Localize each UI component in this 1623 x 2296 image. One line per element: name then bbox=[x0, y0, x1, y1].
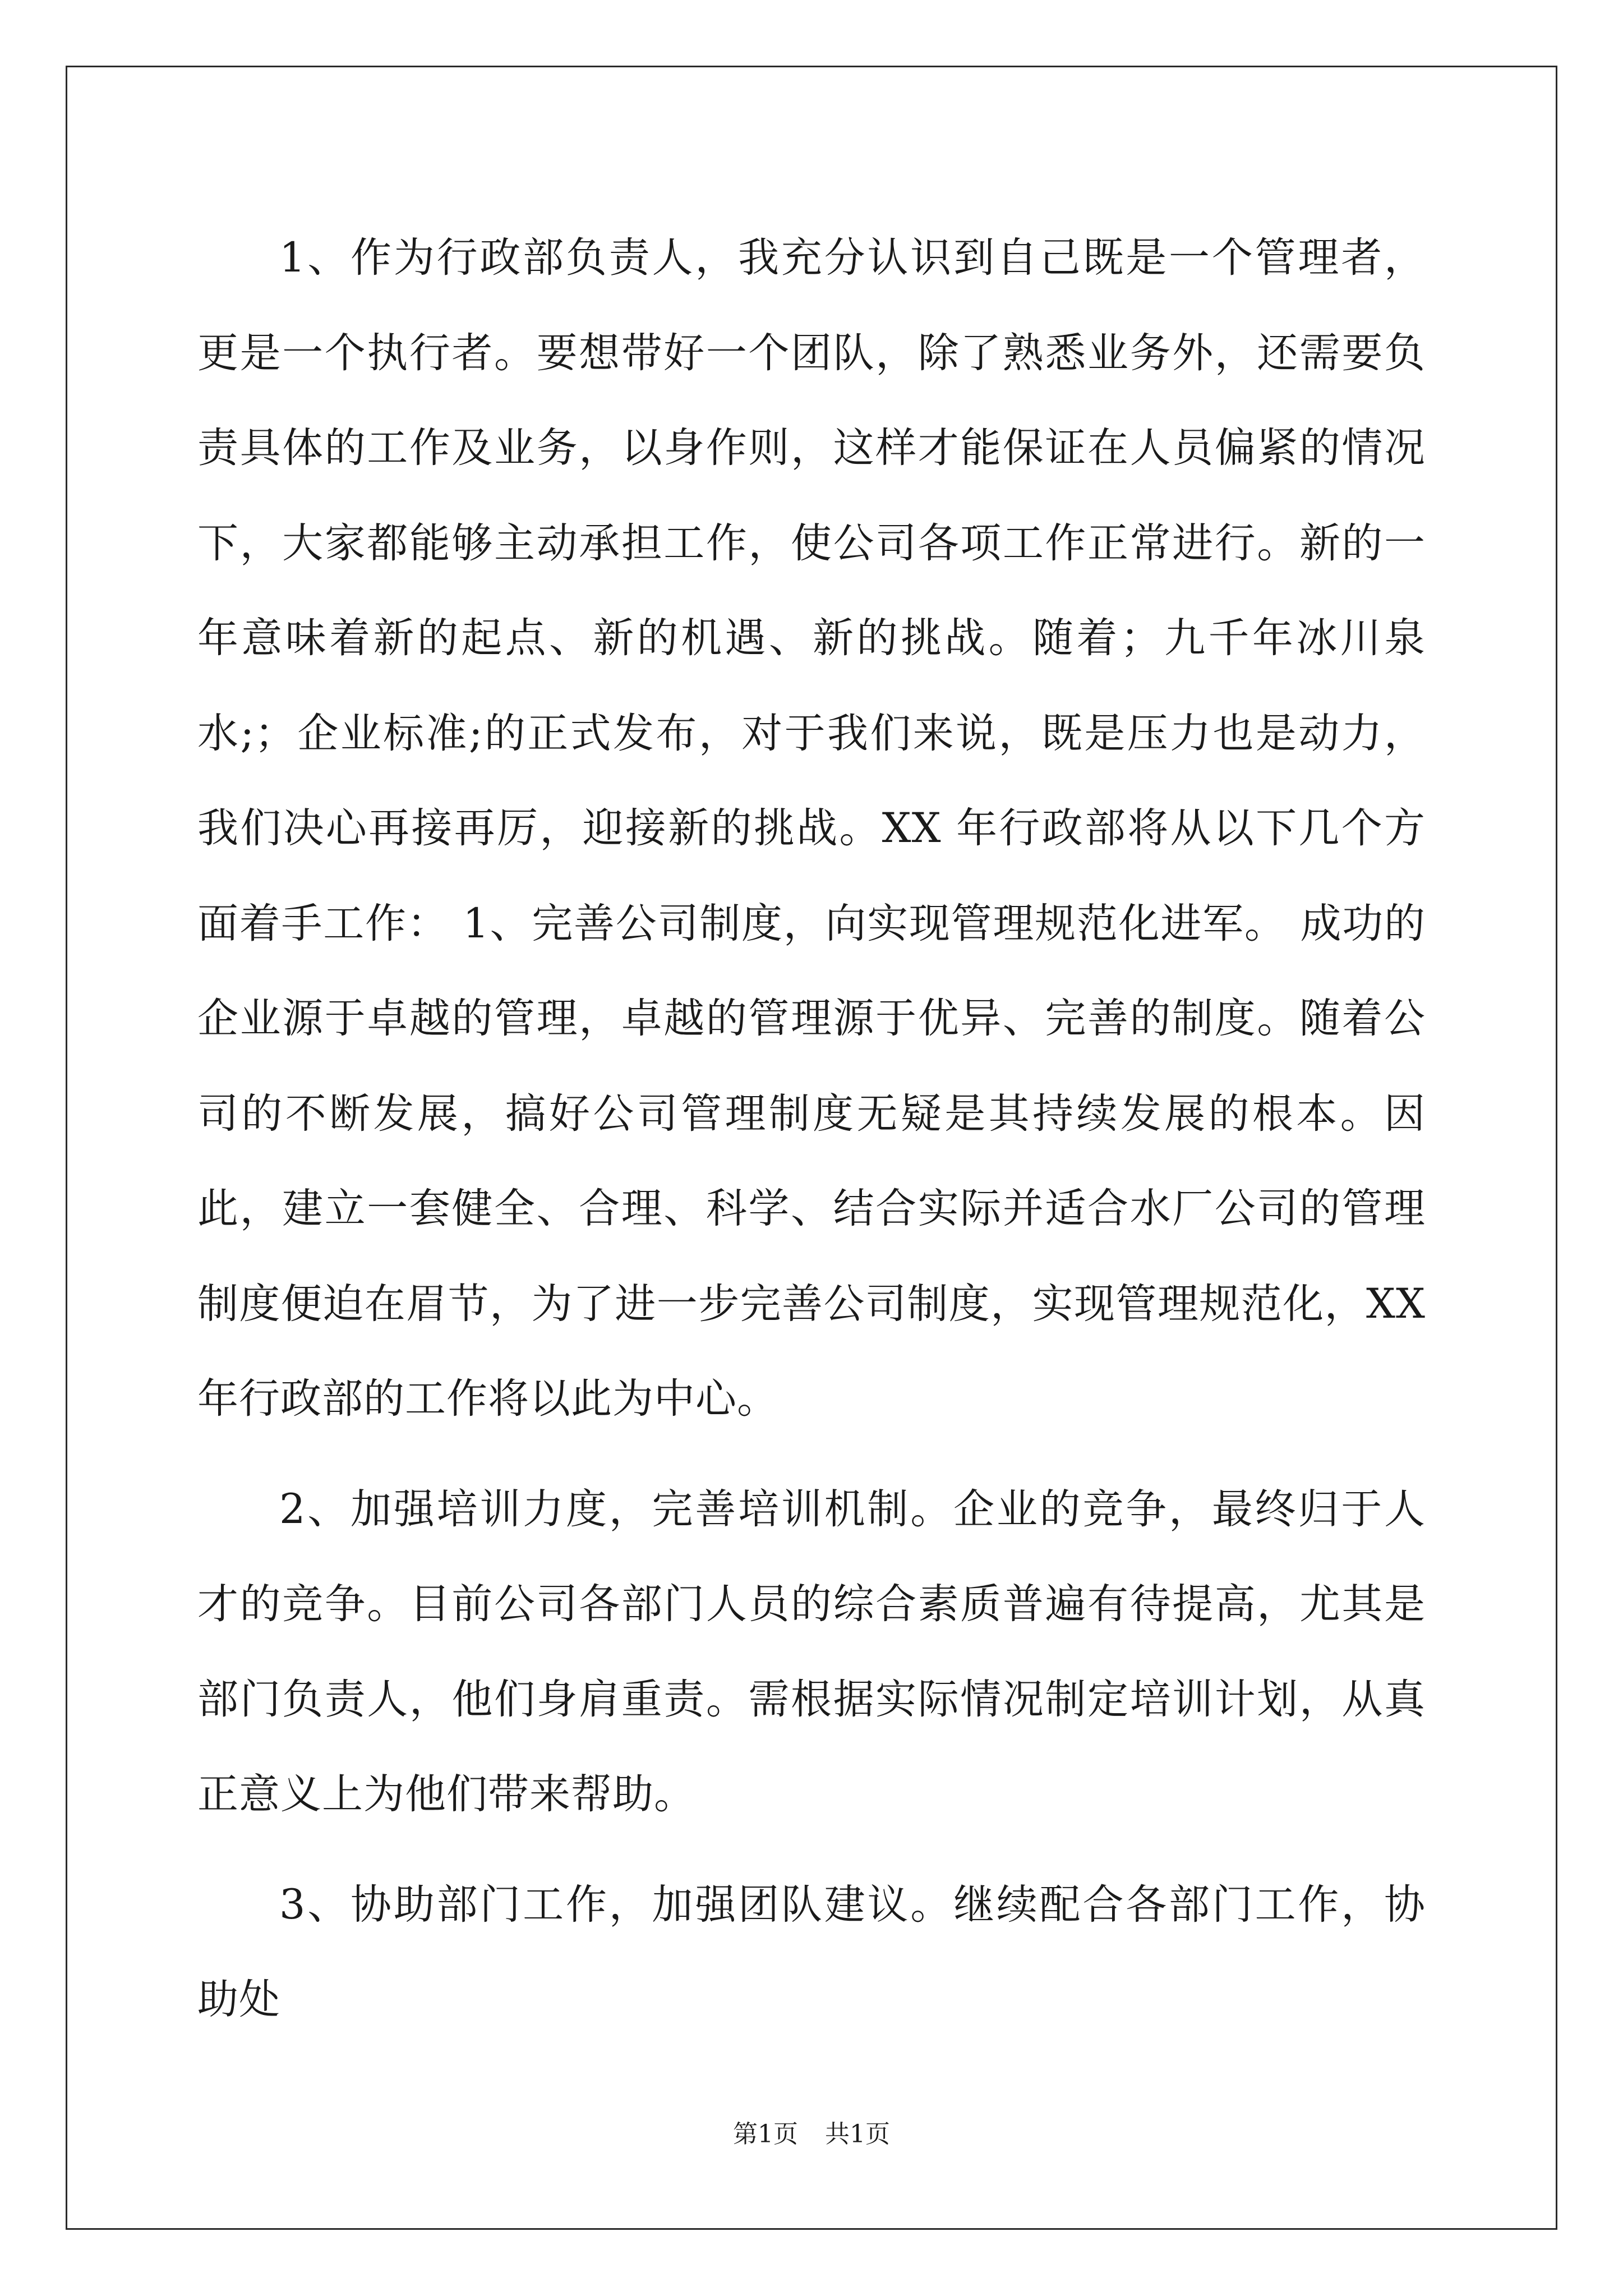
paragraph-2: 2、加强培训力度，完善培训机制。企业的竞争，最终归于人才的竞争。目前公司各部门人员的综合素质普遍有待提高，尤其是部门负责人，他们身肩重责。需根据实际情况制定培训计划，从真正意义上为他们带来帮助。 bbox=[197, 1485, 1426, 1818]
paragraph-1: 1、作为行政部负责人，我充分认识到自己既是一个管理者，更是一个执行者。要想带好一个团队，除了熟悉业务外，还需要负责具体的工作及业务，以身作则，这样才能保证在人员偏紧的情况下，大家都能够主动承担工作，使公司各项工作正常进行。新的一年意味着新的起点、新的机遇、新的挑战。随着；九千年冰川泉水;；企业标准;的正式发布，对于我们来说，既是压力也是动力，我们决心再接再厉，迎接新的挑战。XX 年行政部将从以下几个方面着手工作： 1、完善公司制度，向实现管理规范化进军。 成功的企业源于卓越的管理，卓越的管理源于优异、完善的制度。随着公司的不断发展，搞好公司管理制度无疑是其持续发展的根本。因此，建立一套健全、合理、科学、结合实际并适合水厂公司的管理制度便迫在眉节，为了进一步完善公司制度，实现管理规范化，XX 年行政部的工作将以此为中心。 bbox=[197, 234, 1426, 1423]
paragraph-3: 3、协助部门工作，加强团队建议。继续配合各部门工作，协助处 bbox=[197, 1880, 1426, 2023]
document-body bbox=[197, 210, 1426, 2063]
page-number: 第1页 bbox=[733, 2120, 798, 2148]
page-footer bbox=[0, 2118, 1623, 2151]
page-total: 共1页 bbox=[825, 2120, 890, 2148]
